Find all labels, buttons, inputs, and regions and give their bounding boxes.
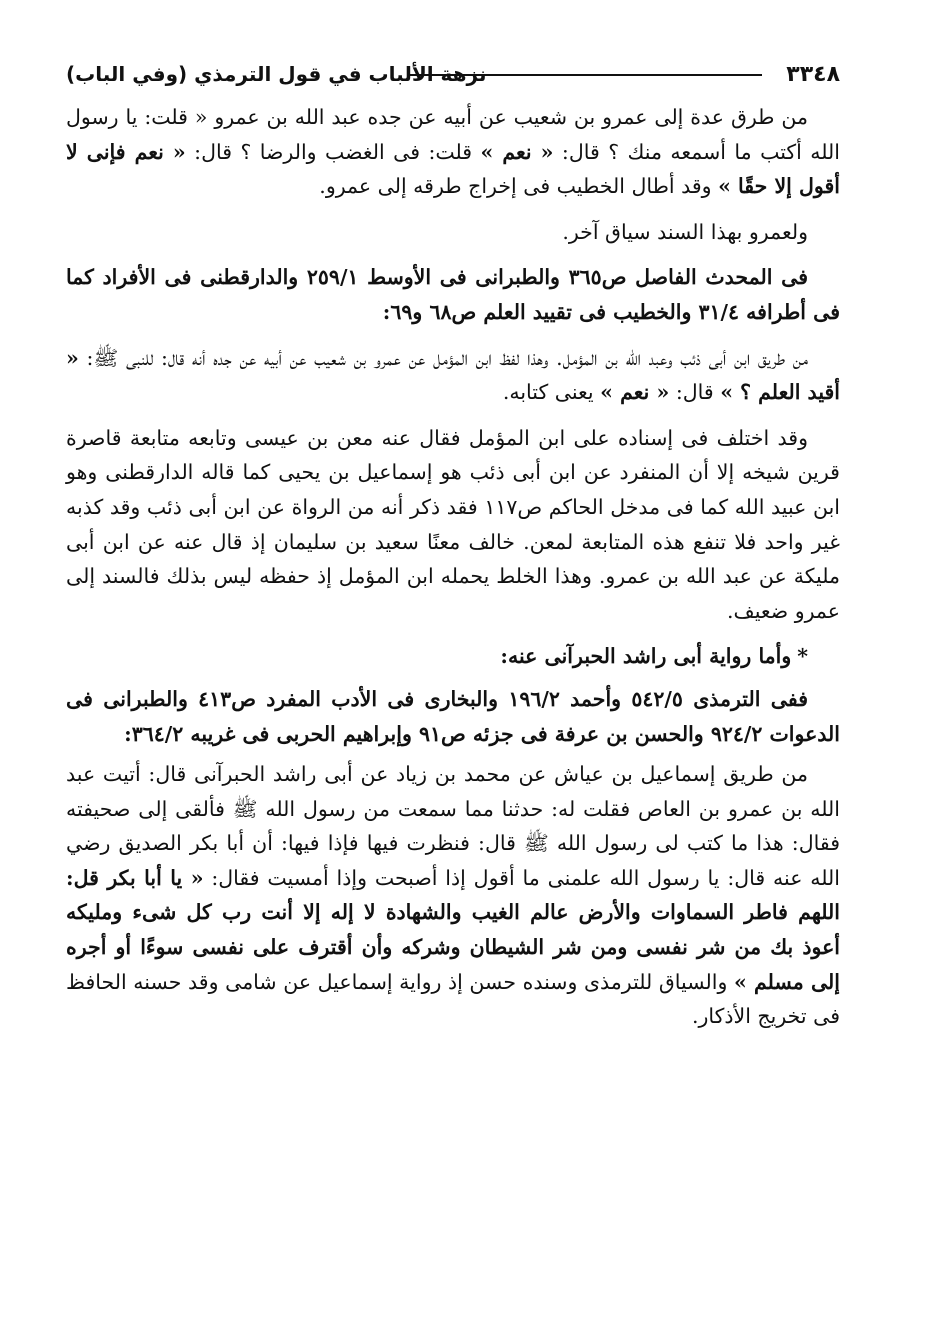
paragraph-1-quote-2: « نعم فإنى لا أقول إلا حقًا » — [66, 139, 840, 199]
paragraph-7-text: من طريق إسماعيل بن عياش عن محمد بن زياد عن أبى راشد الحبرآنى قال: أتيت عبد الله بن عمرو بن العاص فقلت له: حدثنا مما سمعت من رسول الله ﷺ فألقى إلى صحيفته فقال: هذا ما كتب لى رسول الله ﷺ قال: فنظرت فيها فإذا فيها: أن أبا بكر الصديق رضي الله عنه قال: يا رسول الله علمنى ما أقول إذا أصبحت وإذا أمسيت فقال: — [66, 762, 840, 890]
section-heading — [66, 639, 840, 674]
paragraph-7-text-2: والسياق للترمذى وسنده حسن إذ رواية إسماعيل عن شامى وقد حسنه الحافظ فى تخريج الأذكار. — [66, 969, 840, 1029]
paragraph-1-quote-1: « نعم » — [480, 139, 554, 164]
section-heading-text: وأما رواية أبى راشد الحبرآنى عنه: — [500, 644, 792, 669]
paragraph-1 — [66, 100, 840, 204]
running-header — [66, 56, 840, 96]
star-icon: * — [797, 644, 808, 669]
paragraph-5: وقد اختلف فى إسناده على ابن المؤمل فقال عنه معن بن عيسى وتابعه متابعة قاصرة قرين شيخه إلا أن المنفرد عن ابن أبى ذئب هو إسماعيل بن يحيى كما قاله الدارقطنى وهو ابن عبيد الله كما فى مدخل الحاكم ص١١٧ فقد ذكر أنه من الرواة عن ابن أبى ذئب وقد كذبه غير واحد فلا تنفع هذه المتابعة لمعن. خالف معنًا سعيد بن سليمان إذ قال عنه عن ابن أبى مليكة عن عبد الله بن عمرو. وهذا الخلط يحمله ابن المؤمل إذ حفظه ليس بذلك فالسند إلى عمرو ضعيف. — [66, 425, 840, 623]
paragraph-2: ولعمرو بهذا السند سياق آخر. — [562, 219, 808, 244]
paragraph-3-sources: فى المحدث الفاصل ص٣٦٥ والطبرانى فى الأوسط ٢٥٩/١ والدارقطنى فى الأفراد كما فى أطرافه ٣١/٤ والخطيب فى تقييد العلم ص٦٨ و٦٩: — [66, 265, 840, 324]
paragraph-4-quote-1: « أقيد العلم ؟ » — [66, 345, 840, 405]
paragraph-1-text-2: قلت: فى الغضب والرضا ؟ قال: — [185, 139, 481, 164]
paragraph-6-sources: ففى الترمذى ٥٤٢/٥ وأحمد ١٩٦/٢ والبخارى فى الأدب المفرد ص٤١٣ والطبرانى فى الدعوات ٩٢٤/٢ والحسن بن عرفة فى جزئه ص٩١ وإبراهيم الحربى فى غريبه ٣٦٤/٢: — [66, 686, 840, 746]
main-text — [66, 100, 840, 1045]
book-title: نزهة الألباب في قول الترمذي (وفي الباب) — [66, 62, 487, 86]
paragraph-4-text-3: يعنى كتابه. — [502, 380, 601, 405]
paragraph-4-text-2: قال: — [669, 380, 721, 405]
paragraph-4-quote-2: « نعم » — [600, 380, 670, 405]
paragraph-4-text: من طريق ابن أبى ذئب وعبد الله بن المؤمل. وهذا لفظ ابن المؤمل عن عمرو بن شعيب عن أبيه عن جده أنه قال: للنبى ﷺ: — [78, 345, 808, 370]
paragraph-7-supplication: « يا أبا بكر قل: اللهم فاطر السماوات والأرض عالم الغيب والشهادة لا إله إلا أنت رب كل شىء ومليكه أعوذ بك من شر نفسى ومن شر الشيطان وشركه وأن أقترف على نفسى سوءًا أو أجره إلى مسلم » — [66, 865, 840, 994]
paragraph-4 — [66, 341, 840, 410]
paragraph-1-text: من طرق عدة إلى عمرو بن شعيب عن أبيه عن جده عبد الله بن عمرو « قلت: يا رسول الله أكتب ما أسمعه منك ؟ قال: — [66, 105, 840, 164]
paragraph-1-text-3: وقد أطال الخطيب فى إخراج طرقه إلى عمرو. — [319, 174, 719, 199]
page-number: ٣٣٤٨ — [786, 62, 840, 87]
paragraph-7 — [66, 757, 840, 1034]
